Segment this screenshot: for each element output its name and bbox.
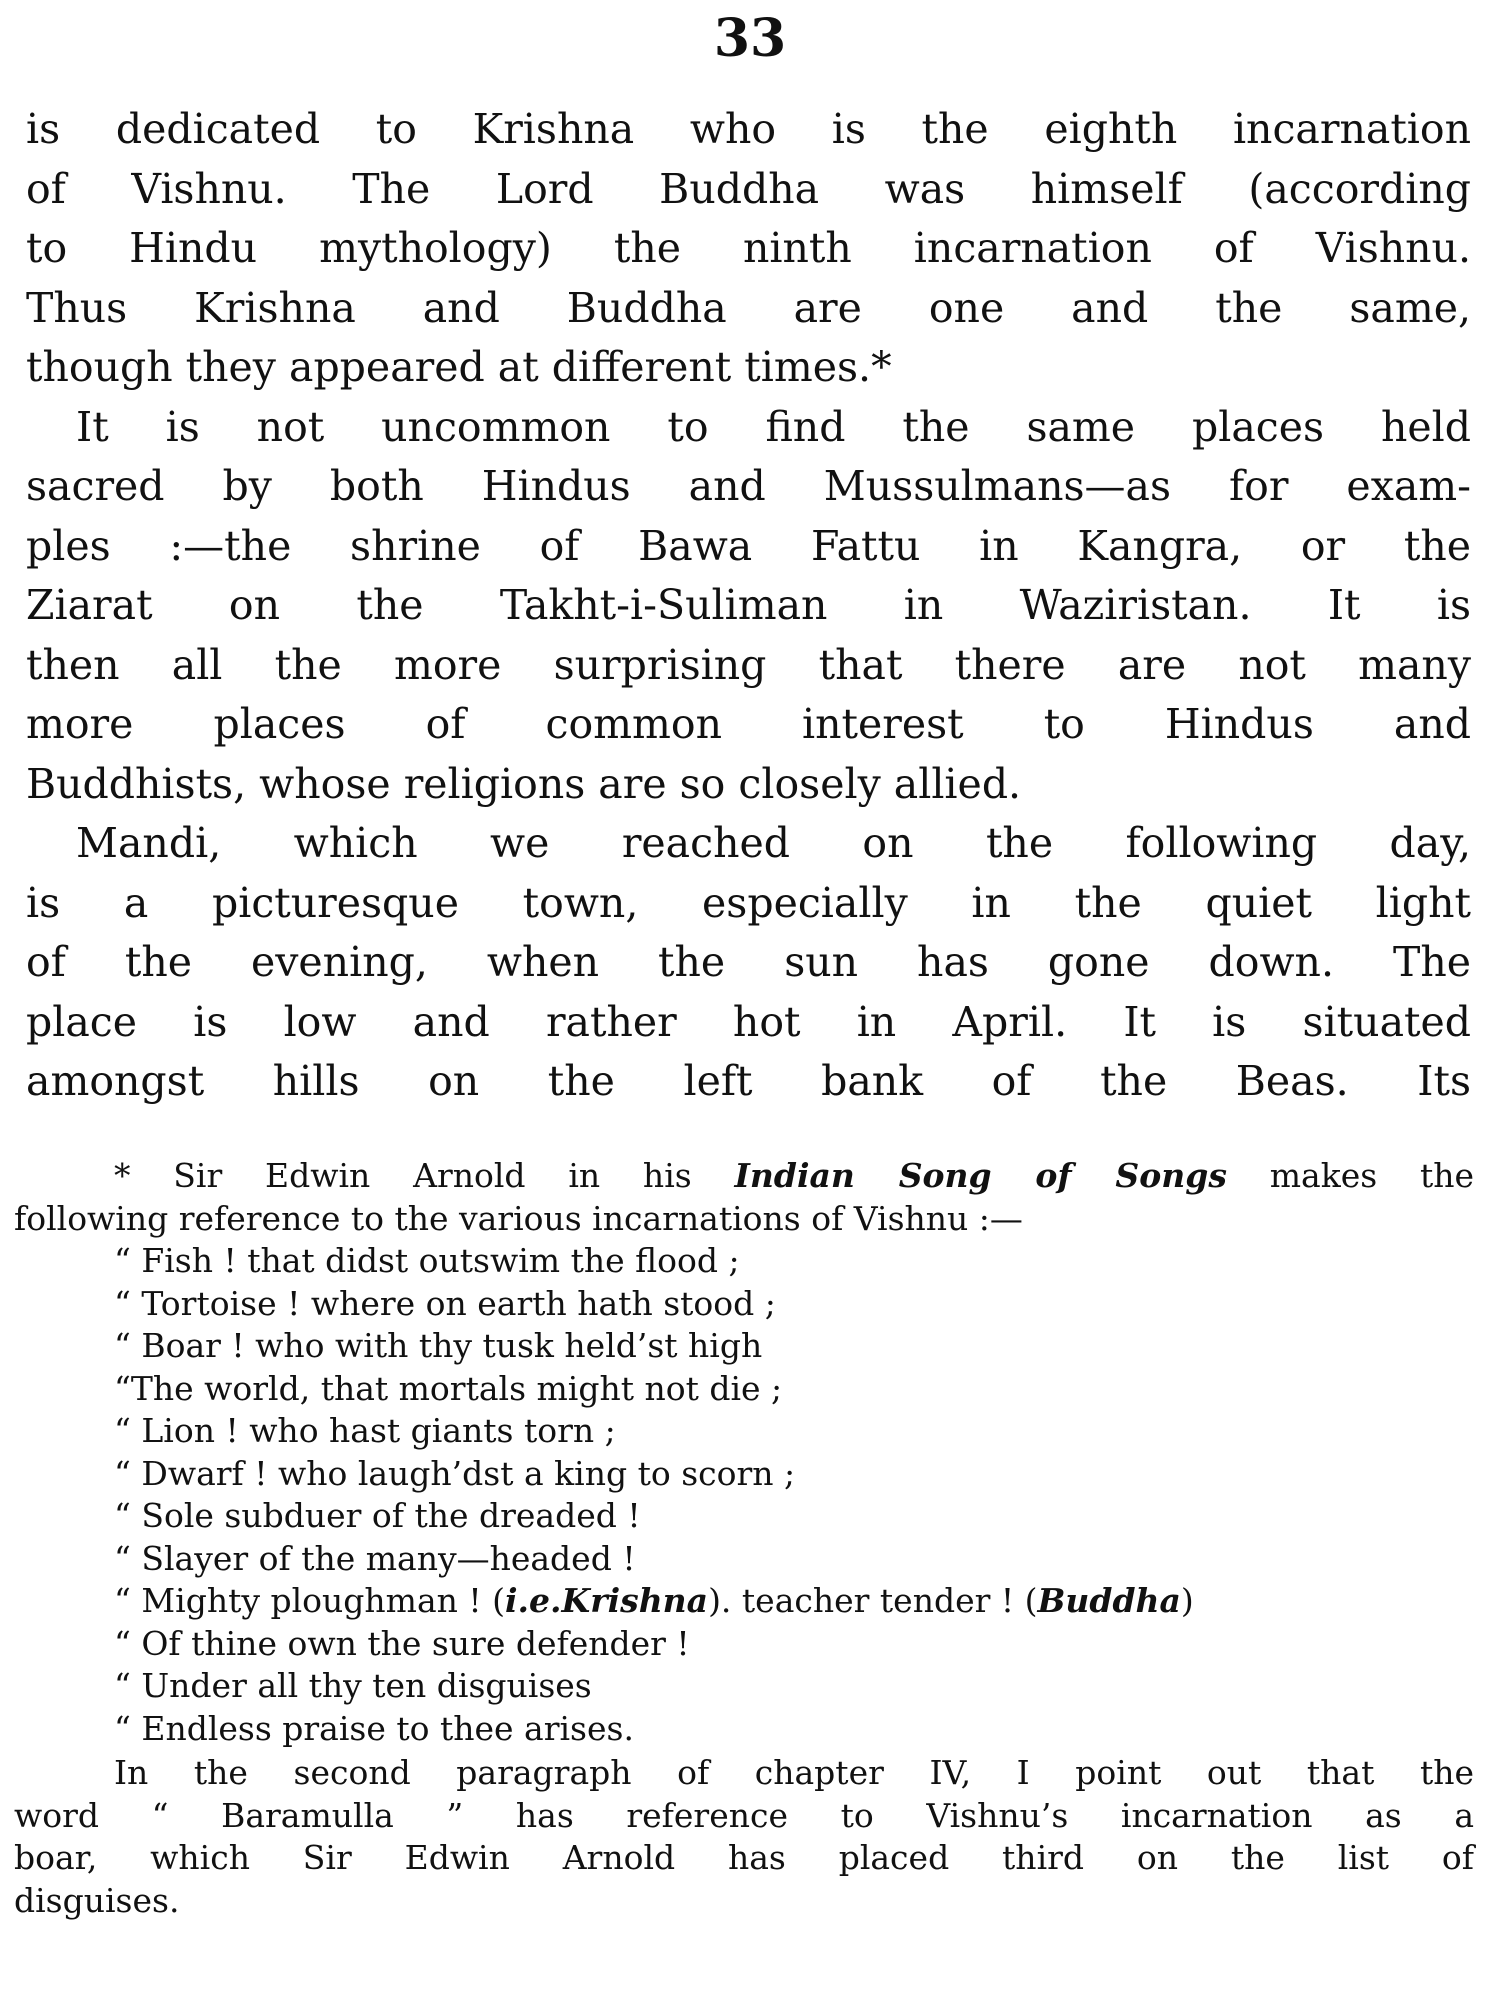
text-line: then all the more surprising that there are not many: [26, 640, 1471, 689]
text-line: Thus Krishna and Buddha are one and the same,: [26, 283, 1471, 332]
verse-line: “ Dwarf ! who laugh’dst a king to scorn ;: [114, 1453, 796, 1493]
text-line: Buddhists, whose religions are so closely allied.: [26, 759, 1022, 808]
footnote: [14, 1155, 1474, 1922]
paragraph-2: [26, 398, 1471, 815]
verse-text: ). teacher tender ! (: [708, 1581, 1038, 1620]
text-line: more places of common interest to Hindus and: [26, 700, 1471, 748]
text-line: is a picturesque town, especially in the quiet light: [26, 878, 1471, 927]
main-text: [26, 100, 1471, 1112]
text-line: disguises.: [14, 1880, 180, 1920]
text-line: sacred by both Hindus and Mussulmans—as for exam-: [26, 462, 1471, 510]
footnote-intro-line: following reference to the various incarnations of Vishnu :—: [14, 1198, 1023, 1238]
text-line: amongst hills on the left bank of the Beas. Its: [26, 1057, 1471, 1105]
paragraph-3: [26, 814, 1471, 1112]
verse-krishna: i.e.Krishna: [505, 1581, 709, 1620]
text-line: to Hindu mythology) the ninth incarnation of Vishnu.: [26, 224, 1471, 272]
verse-line: [114, 1580, 1474, 1623]
text-line: though they appeared at different times.*: [26, 343, 892, 391]
verse-line: “ Sole subduer of the dreaded !: [114, 1496, 641, 1535]
paragraph-1: [26, 100, 1471, 398]
verse-line: “The world, that mortals might not die ;: [114, 1368, 783, 1408]
footnote-intro-prefix: * Sir Edwin Arnold in his: [114, 1156, 735, 1195]
page-number: 33: [713, 8, 787, 69]
footnote-book-title: Indian Song of Songs: [734, 1156, 1227, 1195]
verse-text: ): [1180, 1581, 1194, 1620]
footnote-intro-suffix: makes the: [1226, 1156, 1475, 1195]
verse-line: “ Tortoise ! where on earth hath stood ;: [114, 1283, 776, 1323]
verse-line: “ Under all thy ten disguises: [114, 1666, 592, 1705]
verse-line: “ Of thine own the sure defender !: [114, 1623, 690, 1663]
verse-buddha: Buddha: [1037, 1581, 1181, 1620]
text-line: of Vishnu. The Lord Buddha was himself (according: [26, 164, 1471, 213]
text-line: is dedicated to Krishna who is the eighth incarnation: [26, 105, 1471, 153]
text-line: Ziarat on the Takht-i-Suliman in Waziristan. It is: [26, 581, 1471, 629]
verse: [114, 1240, 1474, 1750]
footnote-intro: [14, 1155, 1474, 1198]
text-line: It is not uncommon to find the same places held: [76, 402, 1471, 451]
verse-line: “ Lion ! who hast giants torn ;: [114, 1411, 616, 1450]
text-line: boar, which Sir Edwin Arnold has placed third on the list of: [14, 1838, 1474, 1877]
verse-line: “ Endless praise to thee arises.: [114, 1708, 634, 1748]
verse-line: “ Boar ! who with thy tusk held’st high: [114, 1326, 763, 1365]
text-line: In the second paragraph of chapter IV, I point out that the: [114, 1753, 1474, 1792]
text-line: ples :—the shrine of Bawa Fattu in Kangra, or the: [26, 521, 1471, 570]
text-line: of the evening, when the sun has gone down. The: [26, 938, 1471, 986]
verse-line: “ Slayer of the many—headed !: [114, 1538, 636, 1578]
footnote-closing: [14, 1752, 1474, 1922]
verse-line: “ Fish ! that didst outswim the flood ;: [114, 1241, 740, 1280]
text-line: word “ Baramulla ” has reference to Vishnu’s incarnation as a: [14, 1795, 1474, 1835]
text-line: Mandi, which we reached on the following day,: [76, 819, 1471, 867]
text-line: place is low and rather hot in April. It is situated: [26, 997, 1471, 1046]
verse-text: “ Mighty ploughman ! (: [114, 1581, 505, 1620]
